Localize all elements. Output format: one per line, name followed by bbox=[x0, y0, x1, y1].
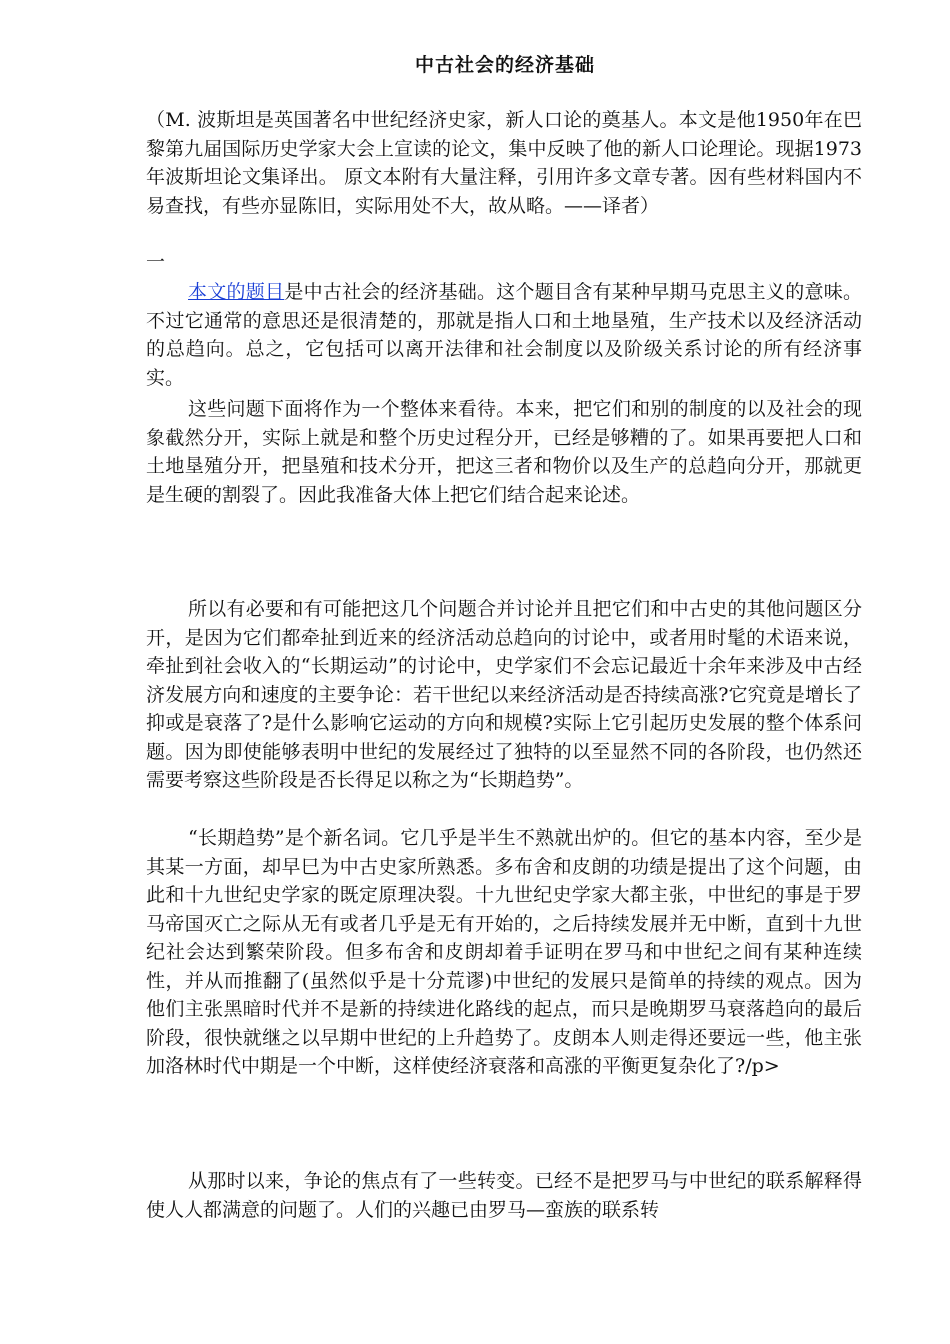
paragraph-4: “长期趋势”是个新名词。它几乎是半生不熟就出炉的。但它的基本内容，至少是其某一方面，却早巳为中古史家所熟悉。多布舍和皮朗的功绩是提出了这个问题，由此和十九世纪史学家的既定原理决裂。十九世纪史学家大都主张，中世纪的事是于罗马帝国灭亡之际从无有或者几乎是无有开始的，之后持续发展并无中断，直到十九世纪社会达到繁荣阶段。但多布舍和皮朗却着手证明在罗马和中世纪之间有某种连续性，并从而推翻了(虽然似乎是十分荒谬)中世纪的发展只是简单的持续的观点。因为他们主张黑暗时代并不是新的持续进化路线的起点，而只是晚期罗马衰落趋向的最后阶段，很快就继之以早期中世纪的上升趋势了。皮朗本人则走得还要远一些，他主张加洛林时代中期是一个中断，这样使经济衰落和高涨的平衡更复杂化了?/p> bbox=[146, 827, 862, 1077]
paragraph-5: 从那时以来，争论的焦点有了一些转变。已经不是把罗马与中世纪的联系解释得使人人都满意的问题了。人们的兴趣已由罗马—蛮族的联系转 bbox=[146, 1170, 862, 1221]
paragraph-3: 所以有必要和有可能把这几个问题合并讨论并且把它们和中古史的其他问题区分开，是因为它们都牵扯到近来的经济活动总趋向的讨论中，或者用时髦的术语来说，牵扯到社会收入的“长期运动”的讨论中，史学家们不会忘记最近十余年来涉及中古经济发展方向和速度的主要争论：若干世纪以来经济活动是否持续高涨?它究竟是增长了抑或是衰落了?是什么影响它运动的方向和规模?实际上它引起历史发展的整个体系问题。因为即使能够表明中世纪的发展经过了独特的以至显然不同的各阶段，也仍然还需要考察这些阶段是否长得足以称之为“长期趋势”。 bbox=[146, 598, 862, 791]
paragraph-2: 这些问题下面将作为一个整体来看待。本来，把它们和别的制度的以及社会的现象截然分开，实际上就是和整个历史过程分开，已经是够糟的了。如果再要把人口和土地垦殖分开，把垦殖和技术分开，把这三者和物价以及生产的总趋向分开，那就更是生硬的割裂了。因此我准备大体上把它们结合起来论述。 bbox=[146, 398, 862, 506]
translator-note: （M. 波斯坦是英国著名中世纪经济史家，新人口论的奠基人。本文是他1950年在巴黎第九届国际历史学家大会上宣读的论文，集中反映了他的新人口论理论。现据1973年波斯坦论文集译出。 原文本附有大量注释，引用许多文章专著。因有些材料国内不易查找，有些亦显陈旧，实际用处不大，故从略。——译者） bbox=[146, 109, 862, 217]
article-title-link[interactable]: 本文的题目 bbox=[188, 281, 285, 303]
section-number: 一 bbox=[146, 251, 166, 273]
paragraph-1 bbox=[146, 278, 862, 392]
document-title: 中古社会的经济基础 bbox=[414, 54, 595, 76]
paragraph-1-text: 是中古社会的经济基础。这个题目含有某种早期马克思主义的意味。不过它通常的意思还是很清楚的，那就是指人口和土地垦殖，生产技术以及经济活动的总趋向。总之，它包括可以离开法律和社会制度以及阶级关系讨论的所有经济事实。 bbox=[146, 281, 862, 389]
